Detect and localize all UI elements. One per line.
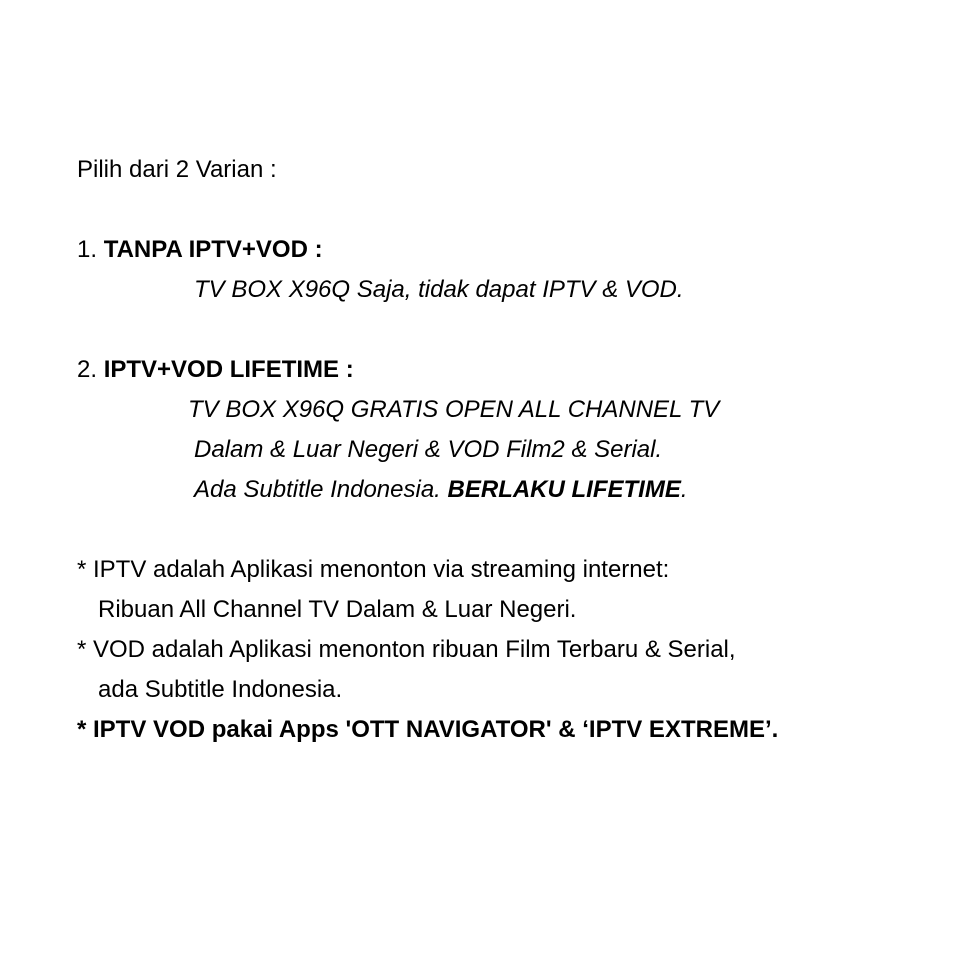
iptv-note-line-2: [98, 590, 576, 630]
apps-note: [77, 710, 778, 750]
intro-text: [77, 150, 277, 190]
variant-2-title: IPTV+VOD LIFETIME :: [103, 356, 354, 383]
variant-2-desc-period: .: [680, 476, 688, 503]
variant-2-heading: [77, 350, 354, 390]
variant-1-number: 1.: [77, 236, 104, 263]
variant-2-desc-text-3: Ada Subtitle Indonesia.: [194, 476, 448, 503]
vod-note-text-2: ada Subtitle Indonesia.: [98, 676, 343, 703]
lifetime-emphasis: BERLAKU LIFETIME: [447, 476, 681, 503]
apps-note-text: * IPTV VOD pakai Apps 'OTT NAVIGATOR' & ‘IPTV EXTREME’.: [77, 716, 779, 743]
vod-note-text-1: * VOD adalah Aplikasi menonton ribuan Film Terbaru & Serial,: [77, 636, 736, 663]
variant-1-heading: [77, 230, 323, 270]
variant-2-desc-text-2: Dalam & Luar Negeri & VOD Film2 & Serial.: [194, 436, 663, 463]
variant-2-description-line-2: [194, 430, 662, 470]
variant-2-description-line-1: [188, 390, 719, 430]
variant-1-desc-text: TV BOX X96Q Saja, tidak dapat IPTV & VOD.: [194, 276, 684, 303]
iptv-note-text-2: Ribuan All Channel TV Dalam & Luar Negeri.: [98, 596, 577, 623]
variant-2-desc-text-1: TV BOX X96Q GRATIS OPEN ALL CHANNEL TV: [188, 396, 720, 423]
variant-1-title: TANPA IPTV+VOD :: [103, 236, 323, 263]
vod-note-line-2: [98, 670, 342, 710]
variant-1-description: [194, 270, 684, 310]
iptv-note-line-1: [77, 550, 669, 590]
intro-label: Pilih dari 2 Varian :: [77, 156, 277, 183]
variant-2-number: 2.: [77, 356, 104, 383]
variant-2-description-line-3: [194, 470, 688, 510]
vod-note-line-1: [77, 630, 736, 670]
iptv-note-text-1: * IPTV adalah Aplikasi menonton via streaming internet:: [77, 556, 670, 583]
